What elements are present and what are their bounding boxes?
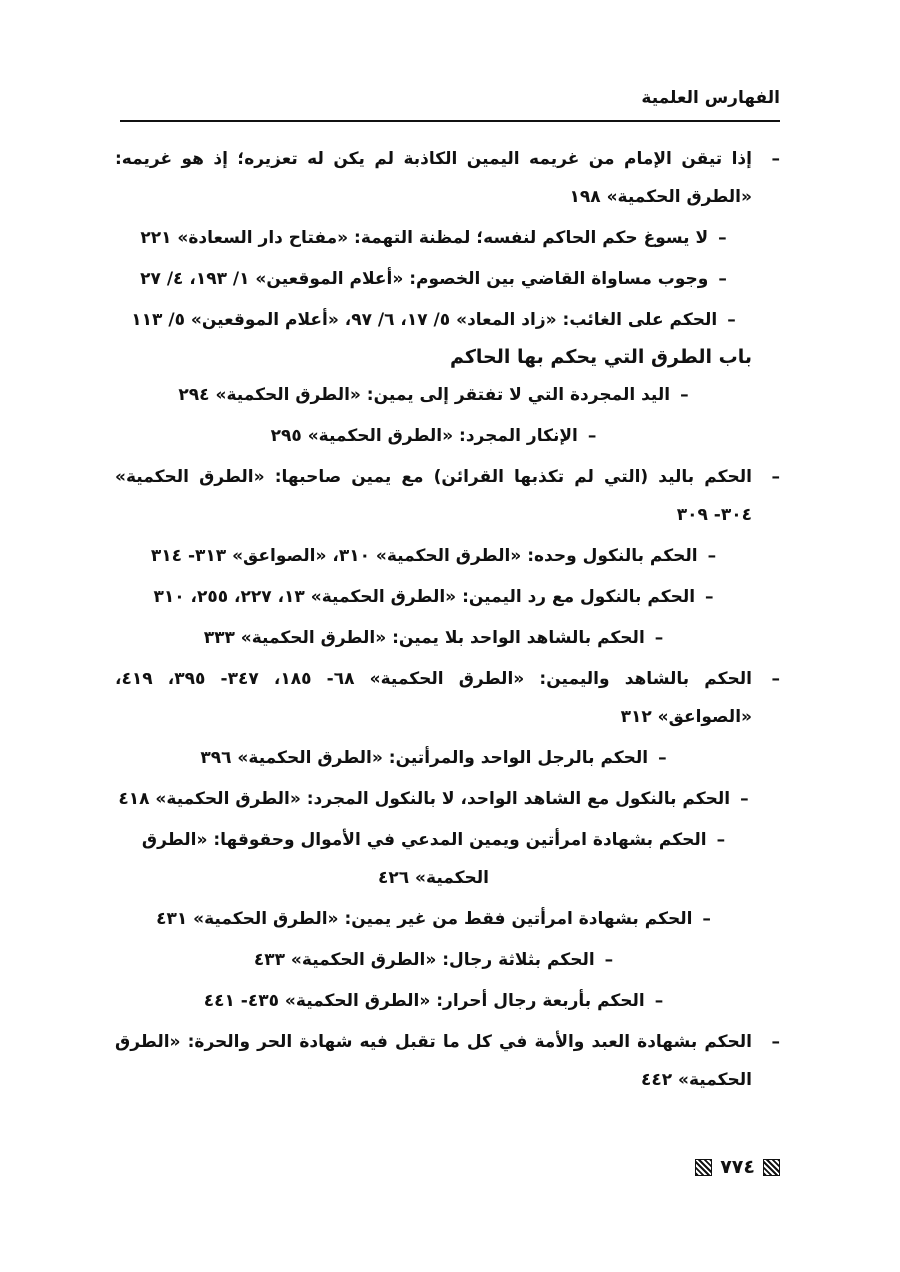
index-entry xyxy=(115,821,780,897)
entry-dash: – xyxy=(771,467,780,487)
index-entry xyxy=(115,739,780,777)
ornament-icon xyxy=(695,1159,712,1176)
index-entry xyxy=(115,900,780,938)
entry-dash: – xyxy=(658,748,667,768)
entry-text: الحكم باليد (التي لم تكذبها القرائن) مع يمين صاحبها: «الطرق الحكمية» ٣٠٤- ٣٠٩ xyxy=(115,467,752,525)
entry-text: الحكم بالنكول وحده: «الطرق الحكمية» ٣١٠، «الصواعق» ٣١٣- ٣١٤ xyxy=(150,546,698,566)
index-entry xyxy=(115,219,780,257)
entry-dash: – xyxy=(716,830,726,850)
entry-dash: – xyxy=(727,310,736,330)
entry-dash: – xyxy=(587,426,597,446)
index-entry xyxy=(115,537,780,575)
index-entry xyxy=(115,417,780,455)
index-entry xyxy=(115,376,780,414)
entry-dash: – xyxy=(680,385,689,405)
entry-text: الحكم بالرجل الواحد والمرأتين: «الطرق الحكمية» ٣٩٦ xyxy=(200,748,649,768)
entry-dash: – xyxy=(740,789,749,809)
index-entry xyxy=(115,941,780,979)
entry-text: الحكم بشهادة امرأتين ويمين المدعي في الأموال وحقوقها: «الطرق الحكمية» ٤٢٦ xyxy=(141,830,707,888)
entry-dash: – xyxy=(654,628,664,648)
entry-dash: – xyxy=(718,269,727,289)
index-entry xyxy=(115,140,780,216)
entry-text: لا يسوغ حكم الحاكم لنفسه؛ لمظنة التهمة: «مفتاح دار السعادة» ٢٢١ xyxy=(140,228,709,248)
entry-dash: – xyxy=(771,149,780,169)
entry-dash: – xyxy=(702,909,711,929)
entry-text: الحكم بالشاهد الواحد بلا يمين: «الطرق الحكمية» ٣٣٣ xyxy=(203,628,645,648)
index-entry xyxy=(115,982,780,1020)
entry-text: الحكم بشهادة العبد والأمة في كل ما تقبل فيه شهادة الحر والحرة: «الطرق الحكمية» ٤٤٢ xyxy=(115,1032,752,1090)
entry-text: الحكم بشهادة امرأتين فقط من غير يمين: «الطرق الحكمية» ٤٣١ xyxy=(156,909,693,929)
entry-text: الحكم بثلاثة رجال: «الطرق الحكمية» ٤٣٣ xyxy=(253,950,595,970)
entry-dash: – xyxy=(604,950,614,970)
ornament-icon xyxy=(763,1159,780,1176)
index-entry xyxy=(115,260,780,298)
entry-text: الإنكار المجرد: «الطرق الحكمية» ٢٩٥ xyxy=(270,426,578,446)
index-entry xyxy=(115,619,780,657)
entry-text: الحكم على الغائب: «زاد المعاد» ٥/ ١٧، ٦/ ٩٧، «أعلام الموقعين» ٥/ ١١٣ xyxy=(131,310,718,330)
entry-dash: – xyxy=(654,991,664,1011)
index-entry xyxy=(115,780,780,818)
section-heading: باب الطرق التي يحكم بها الحاكم xyxy=(449,346,752,368)
entry-dash: – xyxy=(771,669,780,689)
index-entry xyxy=(115,458,780,534)
index-content xyxy=(115,140,780,1102)
index-entry xyxy=(115,578,780,616)
entry-dash: – xyxy=(771,1032,780,1052)
entry-text: إذا تيقن الإمام من غريمه اليمين الكاذبة لم يكن له تعزيره؛ إذ هو غريمه: «الطرق الحكمية» ١٩٨ xyxy=(115,149,752,207)
index-entry xyxy=(115,660,780,736)
entry-text: اليد المجردة التي لا تفتقر إلى يمين: «الطرق الحكمية» ٢٩٤ xyxy=(178,385,671,405)
header-title: الفهارس العلمية xyxy=(641,88,780,108)
entry-dash: – xyxy=(705,587,714,607)
entry-text: وجوب مساواة القاضي بين الخصوم: «أعلام الموقعين» ١/ ١٩٣، ٤/ ٢٧ xyxy=(140,269,709,289)
entry-text: الحكم بالنكول مع الشاهد الواحد، لا بالنكول المجرد: «الطرق الحكمية» ٤١٨ xyxy=(118,789,731,809)
page-number: ٧٧٤ xyxy=(720,1156,755,1178)
entry-dash: – xyxy=(707,546,717,566)
index-entry xyxy=(115,1023,780,1099)
index-entry xyxy=(115,301,780,339)
entry-text: الحكم بأربعة رجال أحرار: «الطرق الحكمية» ٤٣٥- ٤٤١ xyxy=(203,991,645,1011)
running-header xyxy=(120,88,780,122)
entry-text: الحكم بالنكول مع رد اليمين: «الطرق الحكمية» ١٣، ٢٢٧، ٢٥٥، ٣١٠ xyxy=(153,587,696,607)
entry-dash: – xyxy=(718,228,727,248)
page-footer xyxy=(695,1152,780,1182)
entry-text: الحكم بالشاهد واليمين: «الطرق الحكمية» ٦٨- ١٨٥، ٣٤٧- ٣٩٥، ٤١٩، «الصواعق» ٣١٢ xyxy=(115,669,752,727)
